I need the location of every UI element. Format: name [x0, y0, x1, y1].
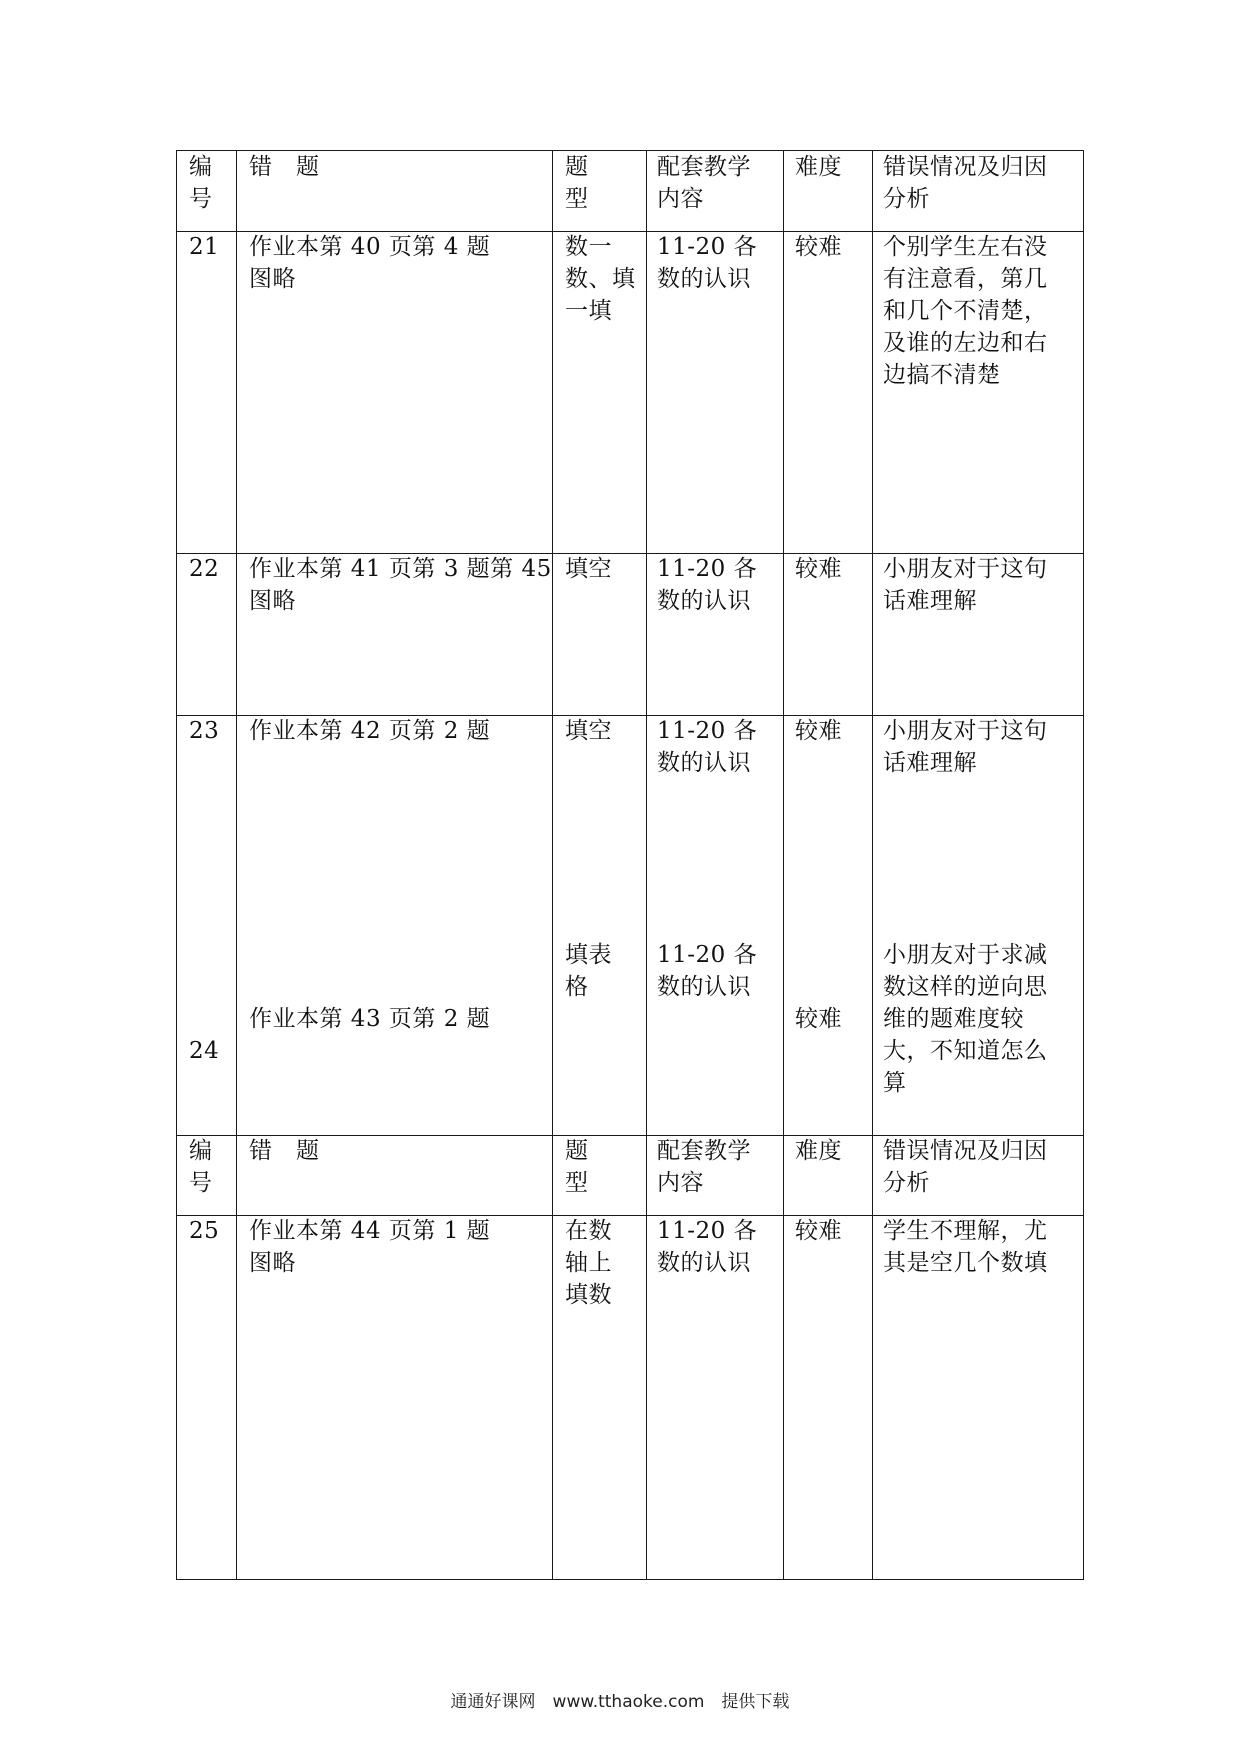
row-25-problem: 作业本第 44 页第 1 题 图略 — [249, 1218, 491, 1276]
row-25-type: 在数 轴上 填数 — [565, 1218, 612, 1308]
row-25-analysis: 学生不理解，尤 其是空几个数填 — [883, 1218, 1048, 1276]
column-divider — [552, 151, 553, 1579]
row-22-content: 11-20 各 数的认识 — [657, 556, 758, 614]
row-24-type: 填表 格 — [565, 942, 612, 1000]
row-21-num: 21 — [189, 234, 220, 260]
row-21-problem: 作业本第 40 页第 4 题 图略 — [249, 234, 491, 292]
header-difficulty: 难度 — [795, 154, 842, 180]
row-21-difficulty: 较难 — [795, 234, 842, 260]
column-divider — [646, 151, 647, 1579]
header-2-difficulty: 难度 — [795, 1138, 842, 1164]
row-22-analysis: 小朋友对于这句 话难理解 — [883, 556, 1048, 614]
column-divider — [872, 151, 873, 1579]
row-22-problem: 作业本第 41 页第 3 题第 45 图略 — [249, 556, 552, 614]
row-23-problem: 作业本第 42 页第 2 题 — [249, 718, 491, 744]
row-25-content: 11-20 各 数的认识 — [657, 1218, 758, 1276]
row-25-difficulty: 较难 — [795, 1218, 842, 1244]
header-content: 配套教学 内容 — [657, 154, 751, 212]
header-num: 编 号 — [189, 154, 213, 212]
header-2-type: 题 型 — [565, 1138, 589, 1196]
row-23-content: 11-20 各 数的认识 — [657, 718, 758, 776]
header-problem: 错 题 — [249, 154, 320, 180]
row-22-type: 填空 — [565, 556, 612, 582]
column-divider — [236, 151, 237, 1579]
error-analysis-table — [176, 150, 1084, 1580]
row-23-analysis: 小朋友对于这句 话难理解 — [883, 718, 1048, 776]
row-23-num: 23 — [189, 718, 220, 744]
header-2-content: 配套教学 内容 — [657, 1138, 751, 1196]
page-footer: 通通好课网 www.tthaoke.com 提供下载 — [450, 1692, 790, 1712]
row-24-problem: 作业本第 43 页第 2 题 — [249, 1006, 491, 1032]
header-2-num: 编 号 — [189, 1138, 213, 1196]
row-24-num: 24 — [189, 1038, 220, 1064]
row-22-num: 22 — [189, 556, 220, 582]
row-22-difficulty: 较难 — [795, 556, 842, 582]
row-21-content: 11-20 各 数的认识 — [657, 234, 758, 292]
row-23-difficulty: 较难 — [795, 718, 842, 744]
header-2-analysis: 错误情况及归因 分析 — [883, 1138, 1048, 1196]
row-25-num: 25 — [189, 1218, 220, 1244]
row-23-type: 填空 — [565, 718, 612, 744]
row-24-difficulty: 较难 — [795, 1006, 842, 1032]
row-24-analysis: 小朋友对于求减 数这样的逆向思 维的题难度较 大，不知道怎么 算 — [883, 942, 1048, 1096]
header-2-problem: 错 题 — [249, 1138, 320, 1164]
column-divider — [783, 151, 784, 1579]
row-24-content: 11-20 各 数的认识 — [657, 942, 758, 1000]
header-analysis: 错误情况及归因 分析 — [883, 154, 1048, 212]
header-type: 题 型 — [565, 154, 589, 212]
row-21-analysis: 个别学生左右没 有注意看，第几 和几个不清楚， 及谁的左边和右 边搞不清楚 — [883, 234, 1048, 388]
row-21-type: 数一 数、填 一填 — [565, 234, 636, 324]
